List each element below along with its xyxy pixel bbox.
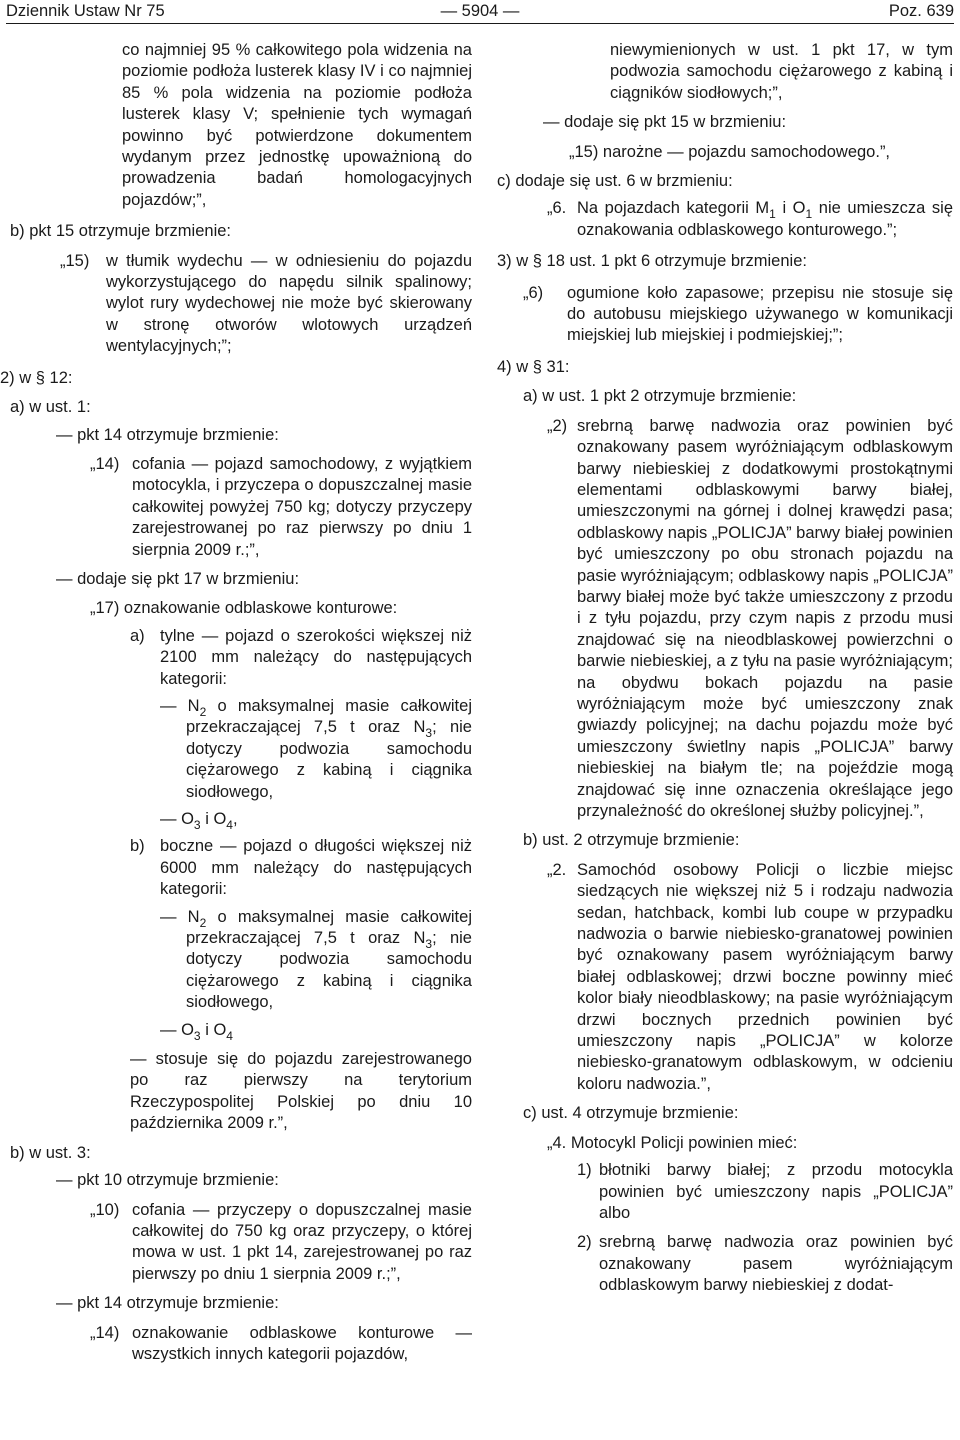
item-text: nie umieszcza się oznakowania odblaskowego konturowego.”; [577,199,954,239]
sub-item-number: 1) [577,1161,592,1180]
item-number: „14) [90,454,120,473]
category-entry [160,809,472,830]
item-heading: c) dodaje się ust. 6 w brzmieniu: [497,172,733,191]
item-heading: — pkt 14 otrzymuje brzmienie: [56,1294,279,1313]
item-text: Samochód osobowy Policji o liczbie miejsc siedzących nie większej niż 5 i rodzaju nadwozia sedan, hatchback, kombi lub coupe w przypadku nadwozia o barwie niebiesko-granatowej powinien być oznakowany pasem wyróżniającym barwy białej odblaskowej; drzwi boczne powinny mieć kolor biały nieodblaskowy; na pasie wyróżniającym drzwi bocznych przednich powinien być umieszczony napis „POLICJA” w kolorze niebiesko-granatowym odblaskowym, w odcieniu koloru nadwozia.”, [577,860,953,1093]
category-text: i O [200,810,227,828]
subscript: 2 [199,915,207,930]
position-number: Poz. 639 [888,2,954,20]
subscript: 3 [425,726,433,741]
item-number: „2. [547,860,567,879]
subscript: 3 [193,1028,201,1043]
sub-item-text: tylne — pojazd o szerokości większej niż 2100 mm należący do następujących kategorii: [160,626,472,688]
category-text: — N [160,696,200,715]
item-number: „6. [547,199,567,218]
sub-item [577,1160,953,1224]
subscript: 4 [226,818,233,832]
item-heading: b) pkt 15 otrzymuje brzmienie: [10,222,232,241]
category-text: , [232,810,238,828]
item-text: w tłumik wydechu — w odniesieniu do pojazdu wykorzystującego do napędu silnik spalinowy; wylot rury wydechowej nie może być skierowany w stronę otworów wlotowych urządzeń wentylacyjnych;”; [106,251,472,356]
section-heading: 3) w § 18 ust. 1 pkt 6 otrzymuje brzmienie: [497,252,807,271]
item-number: „14) [90,1323,120,1342]
item-heading: b) ust. 2 otrzymuje brzmienie: [523,831,740,850]
quoted-item [547,416,953,823]
item-heading: c) ust. 4 otrzymuje brzmienie: [523,1104,739,1123]
item-text: oznakowanie odblaskowe konturowe — wszystkich innych kategorii pojazdów, [132,1323,472,1363]
applicability-note: — stosuje się do pojazdu zarejestrowanego po raz pierwszy na terytorium Rzeczypospolitej Polskiej po dniu 10 października 2009 r.”, [130,1050,472,1133]
item-text: i O [775,199,806,218]
quoted-item [90,1200,472,1286]
item-heading: — dodaje się pkt 17 w brzmieniu: [56,569,300,588]
category-text: — N [160,907,200,926]
item-heading: a) w ust. 1: [10,398,91,417]
left-column [0,40,472,1365]
category-text: o maksymalnej masie całkowitej przekraczającej 7,5 t oraz N [186,696,472,737]
subscript: 1 [805,207,813,222]
sub-item-number: 2) [577,1233,592,1252]
quoted-item [90,1323,472,1366]
right-column [497,40,953,1297]
sub-item-letter: a) [130,626,145,645]
subscript: 3 [193,818,201,832]
item-number: „10) [90,1200,120,1219]
item-number: „15) [60,251,90,270]
quoted-item [60,251,472,358]
sub-item [577,1232,953,1296]
subscript: 4 [226,1028,233,1043]
sub-item-text: srebrną barwę nadwozia oraz powinien być oznakowany pasem wyróżniającym odblaskowym barwy niebieskiej z dodat- [599,1233,953,1295]
quoted-item [547,198,953,241]
journal-title: Dziennik Ustaw Nr 75 [6,2,165,20]
category-text: ; nie dotyczy podwozia samochodu ciężarowego z kabiną i ciągnika siodłowego, [186,929,472,1012]
quoted-item: „4. Motocykl Policji powinien mieć: [547,1133,798,1152]
subscript: 2 [199,704,207,719]
section-heading: 2) w § 12: [0,368,73,387]
quoted-item: „17) oznakowanie odblaskowe konturowe: [90,599,398,618]
section-heading: 4) w § 31: [497,357,570,376]
sub-item-text: błotniki barwy białej; z przodu motocykla powinien być umieszczony napis „POLICJA” albo [599,1161,953,1222]
category-entry [160,696,472,803]
sub-item-text: boczne — pojazd o długości większej niż 6000 mm należący do następujących kategorii: [160,837,472,899]
category-text: i O [200,1020,227,1039]
quoted-item [547,860,953,1095]
sub-item-letter: b) [130,837,145,856]
item-text: Na pojazdach kategorii M [577,199,770,218]
item-number: „2) [547,416,568,435]
category-text: — O [160,1020,194,1039]
page-number: — 5904 — [440,2,520,20]
item-text: cofania — pojazd samochodowy, z wyjątkiem motocykla, i przyczepa o dopuszczalnej masie całkowitej powyżej 750 kg; dotyczy przyczepy zarejestrowanej po raz pierwszy po dniu 1 sierpnia 2009 r.;”, [132,454,472,559]
item-text: ogumione koło zapasowe; przepisu nie stosuje się do autobusu miejskiego używanego w komunikacji miejskiej lub miejskiej i podmiejskiej;”; [567,283,953,345]
item-heading: a) w ust. 1 pkt 2 otrzymuje brzmienie: [523,387,797,406]
item-heading: — pkt 10 otrzymuje brzmienie: [56,1171,279,1190]
item-number: „6) [523,283,544,302]
subscript: 3 [425,937,433,952]
item-heading: b) w ust. 3: [10,1143,91,1162]
item-text: cofania — przyczepy o dopuszczalnej masie całkowitej do 750 kg oraz przyczepy, o której mowa w ust. 1 pkt 14, zarejestrowanej po raz pierwszy po dniu 1 sierpnia 2009 r.;”, [132,1200,472,1283]
quoted-item: „15) narożne — pojazdu samochodowego.”, [569,142,891,161]
quoted-item [523,283,953,347]
subscript: 1 [769,207,776,222]
header-rule [6,23,954,24]
item-text: srebrną barwę nadwozia oraz powinien być oznakowany pasem wyróżniającym odblaskowym barwy niebieskiej z dodatkowymi prostokątnymi elementami odblaskowymi barwy białej, umieszczonymi na górnej i dolnej krawędzi pasa; odblaskowy napis „POLICJA” barwy białej powinien być umieszczony po obu stronach pojazdu na pasie wyróżniającym; odblaskowy napis „POLICJA” barwy białej może być także umieszczony z przodu i z tyłu pojazdu, przy czym napis z przodu musi znajdować się na nieodblaskowej powierzchni o barwie niebieskiej, a z tyłu na pasie wyróżniającym; na obydwu bokach pojazdu na pasie wyróżniającym może być umieszczony znak gwiazdy policyjnej; na dachu pojazdu może być umieszczony świetlny napis „POLICJA” barwy niebieskiej na białym tle; na pojeździe mogą znajdować się inne oznaczenia określające jego przynależność do określonej służby policyjnej.”, [577,416,954,820]
paragraph-continuation: co najmniej 95 % całkowitego pola widzenia na poziomie podłoża lusterek klasy IV i co najmniej 85 % pola widzenia na poziomie podłoża lusterek klasy V; spełnienie tych wymagań powinno być potwierdzone dokumentem wydanym przez jednostkę upoważnioną do prowadzenia badań homologacyjnych pojazdów;”, [122,41,472,209]
category-text: ; nie dotyczy podwozia samochodu ciężarowego z kabiną i ciągnika siodłowego, [186,718,472,801]
sub-item [130,836,472,900]
category-entry [160,907,472,1014]
quoted-item [90,454,472,561]
paragraph-continuation: niewymienionych w ust. 1 pkt 17, w tym podwozia samochodu ciężarowego z kabiną i ciągników siodłowych;”, [610,41,953,102]
category-text: — O [160,810,194,828]
sub-item [130,626,472,690]
page-header [0,0,960,26]
item-heading: — dodaje się pkt 15 w brzmieniu: [543,113,787,132]
category-entry [160,1020,472,1041]
category-text: o maksymalnej masie całkowitej przekraczającej 7,5 t oraz N [186,907,472,948]
item-heading: — pkt 14 otrzymuje brzmienie: [56,425,279,444]
